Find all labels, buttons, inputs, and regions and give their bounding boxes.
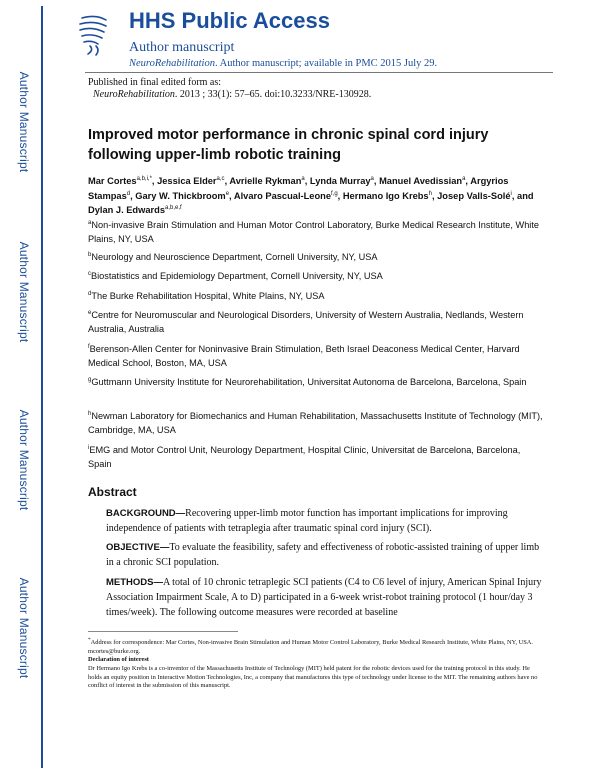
declaration-heading: Declaration of interest bbox=[88, 656, 149, 663]
author-name: Alvaro Pascual-Leone bbox=[233, 190, 331, 201]
author-manuscript-sidebar bbox=[0, 0, 62, 776]
affiliation: $^c$Biostatistics and Epidemiology Department, Cornell University, NY, USA bbox=[88, 270, 383, 281]
sidebar-label: Author Manuscript bbox=[17, 577, 31, 679]
published-label: Published in final edited form as: bbox=[88, 77, 222, 88]
header-divider bbox=[85, 72, 553, 73]
sidebar-rule bbox=[41, 6, 43, 768]
header-title: HHS Public Access bbox=[129, 8, 330, 33]
header-availability: NeuroRehabilitation. Author manuscript; available in PMC 2015 July 29. bbox=[129, 58, 438, 69]
author-name: Argyrios Stampas bbox=[88, 176, 509, 201]
affiliation: $^i$EMG and Motor Control Unit, Neurology Department, Hospital Clinic, Universitat de Barcelona, Barcelona, Spain bbox=[88, 444, 521, 469]
sidebar-label: Author Manuscript bbox=[17, 241, 31, 343]
abstract-objective: OBJECTIVE—To evaluate the feasibility, safety and effectiveness of robotic-assisted training of upper limb in a chronic SCI population. bbox=[106, 542, 540, 568]
affiliation: $^d$The Burke Rehabilitation Hospital, White Plains, NY, USA bbox=[88, 290, 325, 301]
author-name: Mar Cortes bbox=[88, 176, 137, 186]
author-name: Lynda Murray bbox=[309, 176, 371, 186]
header-journal: NeuroRehabilitation bbox=[129, 58, 215, 69]
correspondence-footnote: *Address for correspondence: Mar Cortes, Non-invasive Brain Stimulation and Human Motor Control Laboratory, Burke Medical Research Institute, White Plains, NY, USA. mcortes@burke.org. bbox=[88, 637, 534, 655]
declaration-text: Dr Hermano Igo Krebs is a co-inventor of the Massachusetts Institute of Technology (MIT) held patent for the robotic devices used for the training protocol in this study. He holds an equity position in Interactive Motion Technologies, Inc, a company that manufactures this type of technology under license to the MIT. The remaining authors have no conflict of interest in the submission of this manuscript. bbox=[88, 665, 538, 690]
affiliation: $^b$Neurology and Neuroscience Department, Cornell University, NY, USA bbox=[88, 251, 378, 262]
author-name: Hermano Igo Krebs bbox=[342, 190, 429, 201]
author-name: Manuel Avedissian bbox=[379, 176, 463, 186]
author-name: Jessica Elder bbox=[157, 176, 217, 186]
sidebar-label: Author Manuscript bbox=[17, 71, 31, 173]
sidebar-label: Author Manuscript bbox=[17, 409, 31, 511]
affiliation: $^a$Non-invasive Brain Stimulation and Human Motor Control Laboratory, Burke Medical Research Institute, White Plains, NY, USA bbox=[88, 219, 540, 244]
abstract-background: BACKGROUND—Recovering upper-limb motor function has important implications for improving independence of patients with tetraplegia after traumatic spinal cord injury (SCI). bbox=[106, 508, 508, 534]
author-name: Avrielle Rykman bbox=[229, 176, 302, 186]
abstract-heading: Abstract bbox=[88, 485, 137, 499]
header-subtitle: Author manuscript bbox=[129, 40, 235, 55]
affiliation: $^f$Berenson-Allen Center for Noninvasive Brain Stimulation, Beth Israel Deaconess Medical Center, Harvard Medical School, Boston, MA, USA bbox=[88, 343, 520, 368]
abstract-methods: METHODS—A total of 10 chronic tetraplegic SCI patients (C4 to C6 level of injury, American Spinal Injury Association Impairment Scale, A to D) participated in a 6-week wrist-robot training protocol (1 hour/day 3 times/week). The following outcome measures were recorded at baseline bbox=[106, 577, 542, 618]
author-name: Dylan J. Edwards bbox=[88, 205, 165, 215]
article-title: Improved motor performance in chronic spinal cord injury following upper-limb robotic training bbox=[88, 127, 489, 163]
author-list: Mar Cortes$^{a,b,i,*}$, Jessica Elder$^{a,c}$, Avrielle Rykman$^a$, Lynda Murray$^a$, Manuel Avedissian$^a$, Argyrios Stampas$^d$, Gary W. Thickbroom$^e$, Alvaro Pascual-Leone$^{f,g}$, Hermano Igo Krebs$^h$, Josep Valls-Solé$^i$, and Dylan J. Edwards$^{a,b,e,f}$ bbox=[88, 175, 534, 215]
affiliation: $^h$Newman Laboratory for Biomechanics and Human Rehabilitation, Massachusetts Institute of Technology (MIT), Cambridge, MA, USA bbox=[88, 410, 543, 435]
hhs-eagle-logo-icon bbox=[76, 10, 112, 58]
footnote-divider bbox=[88, 631, 238, 632]
affiliation: $^g$Guttmann University Institute for Neurorehabilitation, Universitat Autonoma de Barcelona, Barcelona, Spain bbox=[88, 376, 527, 387]
affiliation: $^e$Centre for Neuromuscular and Neurological Disorders, University of Western Australia, Nedlands, Western Australia, Australia bbox=[88, 309, 524, 334]
author-name: Josep Valls-Solé bbox=[437, 190, 511, 201]
author-name: Gary W. Thickbroom bbox=[135, 190, 226, 201]
citation: NeuroRehabilitation. 2013 ; 33(1): 57–65. doi:10.3233/NRE-130928. bbox=[93, 89, 372, 100]
